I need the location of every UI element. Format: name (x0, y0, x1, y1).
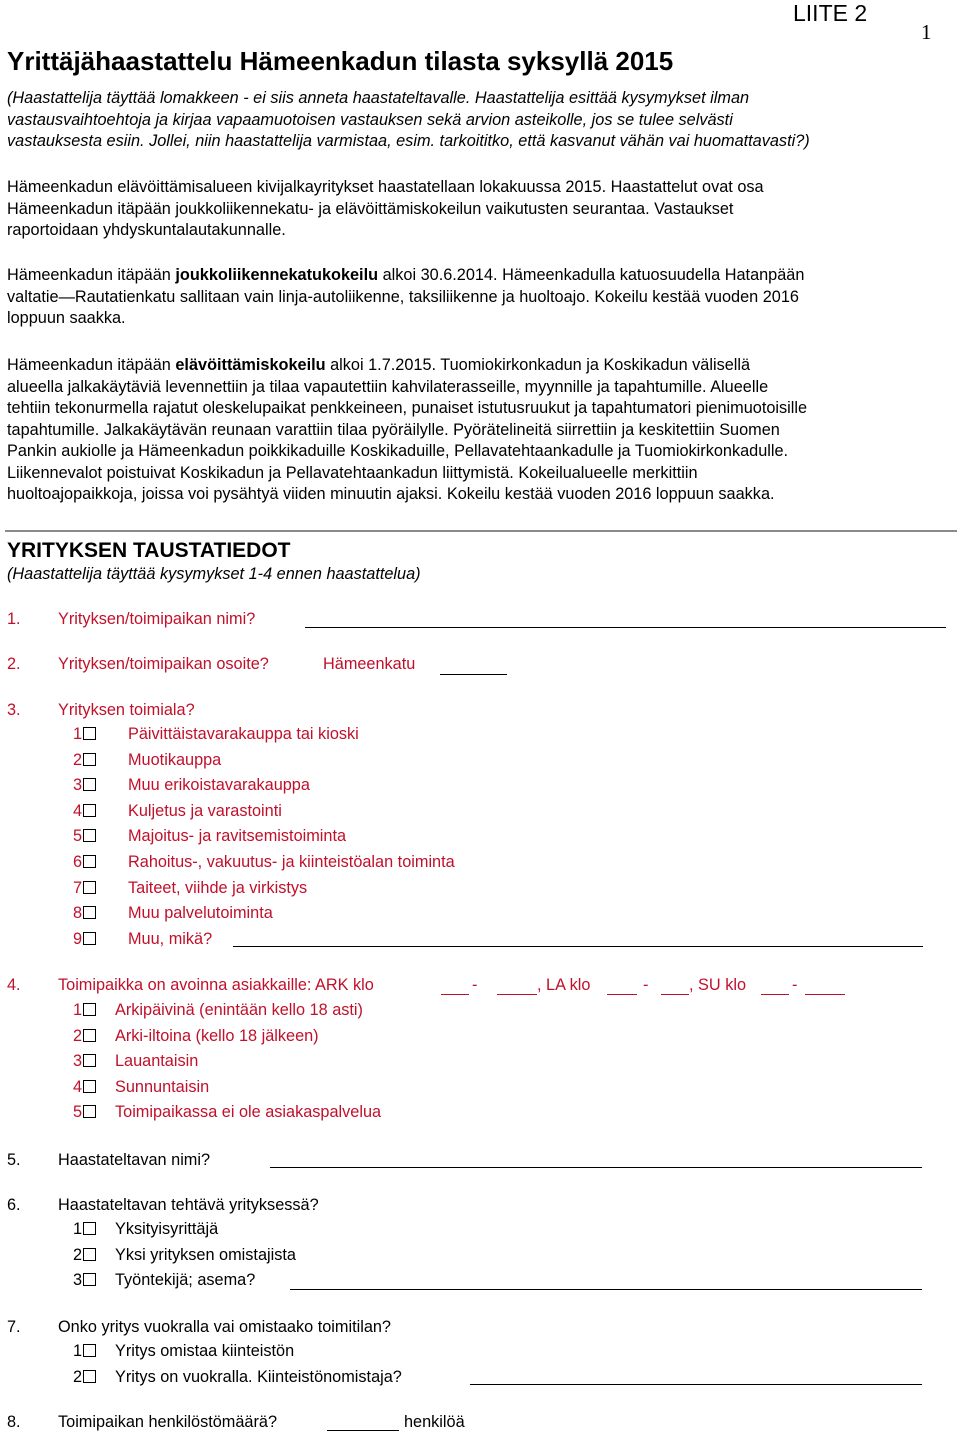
unit-label: henkilöä (404, 1413, 465, 1431)
option-number: 7 (73, 878, 83, 897)
transit-text: alkoi 30.6.2014. Hämeenkadulla katuosuudella Hatanpään (378, 266, 805, 284)
option-label: Muu erikoistavarakauppa (128, 776, 310, 795)
street-number-field[interactable] (440, 674, 507, 675)
question-text: Toimipaikka on avoinna asiakkaille: ARK klo (58, 976, 374, 994)
question-number: 8. (7, 1413, 21, 1431)
checkbox-icon[interactable] (83, 1273, 96, 1286)
revitalization-paragraph (7, 355, 952, 506)
instructions-paragraph (7, 88, 952, 153)
street-name: Hämeenkatu (323, 655, 416, 673)
checkbox-icon[interactable] (83, 881, 96, 894)
checkbox-icon[interactable] (83, 1054, 96, 1067)
question-text: Haastateltavan tehtävä yrityksessä? (58, 1196, 319, 1214)
checkbox-icon[interactable] (83, 1105, 96, 1118)
intro-line: raportoidaan yhdyskuntalautakunnalle. (7, 221, 286, 239)
revital-line: tapahtumille. Jalkakäytävän reunaan varattiin tilaa pyöräilylle. Pyörätelineitä siirrettiin ja keskitettiin Suomen (7, 420, 780, 439)
transit-line: loppuun saakka. (7, 309, 126, 327)
checkbox-icon[interactable] (83, 804, 96, 817)
option-label: Taiteet, viihde ja virkistys (128, 878, 308, 897)
question-number: 3. (7, 701, 21, 719)
checkbox-icon[interactable] (83, 1003, 96, 1016)
question-number: 7. (7, 1318, 21, 1336)
option-number: 4 (73, 1077, 83, 1096)
intro-line: Hämeenkadun itäpään joukkoliikennekatu- ja elävöittämiskokeilun vaikutusten seurantaa. Vastaukset (7, 199, 734, 218)
checkbox-icon[interactable] (83, 932, 96, 945)
revital-line: tehtiin tekonurmella rajatut oleskelupaikat penkkeineen, punaiset istutusruukut ja tapahtumatori pienimuotoisille (7, 399, 808, 417)
option-label: Kuljetus ja varastointi (128, 801, 282, 820)
page-title: Yrittäjähaastattelu Hämeenkadun tilasta syksyllä 2015 (7, 46, 674, 76)
sunday-label: , SU klo (689, 976, 747, 994)
option-item (73, 1001, 773, 1021)
transit-text: Hämeenkadun itäpään (7, 266, 176, 284)
question-text: Yrityksen/toimipaikan nimi? (58, 610, 256, 628)
option-item (73, 1052, 773, 1072)
option-label: Yritys on vuokralla. Kiinteistönomistaja? (115, 1367, 402, 1386)
sunday-close-field[interactable] (805, 994, 845, 995)
checkbox-icon[interactable] (83, 1344, 96, 1357)
option-number: 8 (73, 904, 83, 923)
position-field[interactable] (290, 1289, 922, 1290)
question-number: 1. (7, 610, 21, 628)
option-label: Yritys omistaa kiinteistön (115, 1342, 295, 1360)
option-item (73, 1103, 773, 1123)
option-item (73, 827, 773, 847)
appendix-label: LIITE 2 (793, 0, 868, 26)
option-label: Arkipäivinä (enintään kello 18 asti) (115, 1001, 363, 1019)
intro-line: Hämeenkadun elävöittämisalueen kivijalkayritykset haastatellaan lokakuussa 2015. Haastattelut ovat osa (7, 178, 764, 196)
option-item (73, 751, 773, 771)
company-name-field[interactable] (305, 627, 946, 628)
option-number: 1 (73, 1220, 83, 1238)
revital-text: alkoi 1.7.2015. Tuomiokirkonkadun ja Koskikadun välisellä (325, 356, 751, 374)
transit-bold: joukkoliikennekatukokeilu (175, 266, 379, 284)
section-divider (5, 530, 957, 532)
option-number: 3 (73, 776, 83, 795)
section-heading: YRITYKSEN TAUSTATIEDOT (7, 539, 291, 562)
dash: - (792, 976, 798, 994)
other-industry-field[interactable] (233, 946, 923, 947)
checkbox-icon[interactable] (83, 1248, 96, 1261)
saturday-close-field[interactable] (661, 994, 689, 995)
question-text: Onko yritys vuokralla vai omistaako toimitilan? (58, 1318, 391, 1336)
interviewee-name-field[interactable] (270, 1167, 922, 1168)
option-number: 2 (73, 750, 83, 769)
option-label: Muu palvelutoiminta (128, 904, 273, 923)
option-number: 2 (73, 1367, 83, 1386)
revital-line (7, 355, 952, 377)
option-number: 1 (73, 1342, 83, 1360)
checkbox-icon[interactable] (83, 855, 96, 868)
question-number: 2. (7, 655, 21, 673)
option-item (73, 802, 773, 822)
intro-paragraph (7, 177, 952, 242)
option-item (73, 1027, 773, 1047)
page-number: 1 (921, 20, 932, 44)
transit-line: valtatie—Rautatienkatu sallitaan vain linja-autoliikenne, taksiliikenne ja huoltoajo. Kokeilu kestää vuoden 2016 (7, 287, 799, 306)
checkbox-icon[interactable] (83, 1222, 96, 1235)
option-number: 5 (73, 1103, 83, 1122)
question-text: Haastateltavan nimi? (58, 1151, 211, 1169)
option-number: 4 (73, 801, 83, 820)
option-label: Lauantaisin (115, 1052, 199, 1071)
option-label: Muu, mikä? (128, 929, 213, 948)
option-item (73, 853, 773, 873)
transit-paragraph (7, 265, 952, 330)
option-label: Muotikauppa (128, 750, 222, 769)
revital-line: huoltoajopaikkoja, joissa voi pysähtyä viiden minuutin ajaksi. Kokeilu kestää vuoden 2016 loppuun saakka. (7, 485, 775, 503)
instructions-line: vastauksesta esiin. Jollei, niin haastattelija varmistaa, esim. tarkoititko, että kasvanut vähän vai huomattavasti?) (7, 132, 810, 150)
option-number: 3 (73, 1271, 83, 1290)
option-number: 1 (73, 1001, 83, 1019)
option-number: 6 (73, 853, 83, 871)
option-label: Yksityisyrittäjä (115, 1220, 219, 1238)
option-item (73, 1078, 773, 1098)
option-item (73, 1342, 773, 1362)
option-label: Yksi yrityksen omistajista (115, 1245, 296, 1264)
option-label: Arki-iltoina (kello 18 jälkeen) (115, 1026, 319, 1045)
question-number: 6. (7, 1196, 21, 1214)
option-number: 3 (73, 1052, 83, 1071)
checkbox-icon[interactable] (83, 829, 96, 842)
question-number: 4. (7, 976, 21, 994)
saturday-open-field[interactable] (607, 994, 637, 995)
checkbox-icon[interactable] (83, 1370, 96, 1383)
option-label: Rahoitus-, vakuutus- ja kiinteistöalan toiminta (128, 853, 455, 871)
dash: - (472, 976, 478, 994)
weekday-open-field[interactable] (441, 994, 469, 995)
saturday-label: , LA klo (537, 976, 591, 994)
revital-text: Hämeenkadun itäpään (7, 356, 176, 374)
revital-bold: elävöittämiskokeilu (175, 356, 326, 374)
checkbox-icon[interactable] (83, 1080, 96, 1093)
option-label: Päivittäistavarakauppa tai kioski (128, 725, 359, 743)
section-subheading: (Haastattelija täyttää kysymykset 1-4 ennen haastattelua) (7, 565, 421, 583)
option-label: Toimipaikassa ei ole asiakaspalvelua (115, 1103, 382, 1122)
revital-line: Pankin aukiolle ja Hämeenkadun poikkikaduille Koskikaduille, Pellavatehtaankadulle ja Tuomiokirkonkadulle. (7, 442, 789, 460)
checkbox-icon[interactable] (83, 906, 96, 919)
question-text: Yrityksen toimiala? (58, 701, 195, 719)
option-number: 2 (73, 1026, 83, 1045)
checkbox-icon[interactable] (83, 727, 96, 740)
option-label: Työntekijä; asema? (115, 1271, 256, 1290)
dash: - (643, 976, 649, 994)
instructions-line: (Haastattelija täyttää lomakkeen - ei siis anneta haastateltavalle. Haastattelija esittää kysymykset ilman (7, 89, 750, 107)
revital-line: alueella jalkakäytäviä levennettiin ja tilaa vapautettiin kahvilaterasseille, myynnille ja tapahtumille. Alueelle (7, 377, 769, 396)
checkbox-icon[interactable] (83, 753, 96, 766)
staff-count-field[interactable] (327, 1430, 399, 1431)
option-item (73, 904, 773, 924)
checkbox-icon[interactable] (83, 1029, 96, 1042)
question-text: Toimipaikan henkilöstömäärä? (58, 1413, 278, 1431)
option-item (73, 776, 773, 796)
option-label: Majoitus- ja ravitsemistoiminta (128, 827, 347, 846)
option-item (73, 1246, 773, 1266)
option-number: 5 (73, 827, 83, 846)
option-item (73, 725, 773, 745)
option-number: 1 (73, 725, 83, 743)
weekday-close-field[interactable] (497, 994, 537, 995)
question-number: 5. (7, 1151, 21, 1169)
transit-line (7, 265, 952, 287)
option-label: Sunnuntaisin (115, 1077, 210, 1096)
option-number: 2 (73, 1245, 83, 1264)
revital-line: Liikennevalot poistuivat Koskikadun ja Pellavatehtaankadun liittymistä. Kokeilualueelle merkittiin (7, 463, 698, 482)
property-owner-field[interactable] (470, 1384, 922, 1385)
option-item (73, 1220, 773, 1240)
sunday-open-field[interactable] (761, 994, 789, 995)
instructions-line: vastausvaihtoehtoja ja kirjaa vapaamuotoisen vastauksen sekä arvion asteikolle, jos se tulee selvästi (7, 110, 733, 129)
checkbox-icon[interactable] (83, 778, 96, 791)
option-number: 9 (73, 929, 83, 948)
option-item (73, 879, 773, 899)
question-text: Yrityksen/toimipaikan osoite? (58, 655, 269, 673)
